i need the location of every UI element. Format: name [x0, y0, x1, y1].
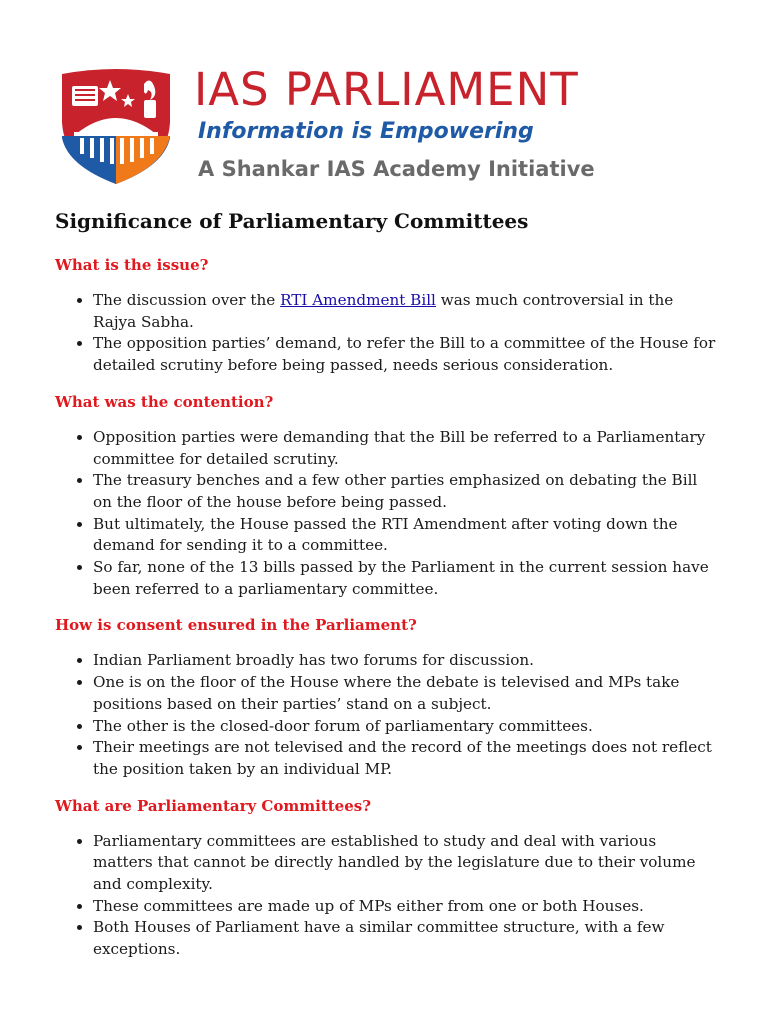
rti-amendment-bill-link[interactable]: RTI Amendment Bill: [280, 291, 436, 309]
list-item: • Parliamentary committees are established to study and deal with various matters that cannot be directly handled by the legislature due to their volume and complexity.: [93, 831, 720, 896]
section-list-consent: [55, 650, 720, 780]
list-item: • One is on the floor of the House where the debate is televised and MPs take positions based on their parties’ stand on a subject.: [93, 672, 720, 715]
section-heading-committees: What are Parliamentary Committees?: [55, 796, 371, 815]
site-header: [58, 62, 718, 186]
article-body: [55, 206, 720, 975]
bullet-text: was much controversial in the Rajya Sabha.: [93, 291, 674, 331]
list-item: • But ultimately, the House passed the RTI Amendment after voting down the demand for sending it to a committee.: [93, 514, 720, 557]
brand-tagline: Information is Empowering: [198, 119, 534, 144]
list-item: • Their meetings are not televised and the record of the meetings does not reflect the position taken by an individual MP.: [93, 737, 720, 780]
section-heading-contention: What was the contention?: [55, 392, 274, 411]
list-item: [93, 290, 720, 333]
section-heading-issue: What is the issue?: [55, 256, 209, 274]
bullet-text: The discussion over the: [93, 291, 281, 309]
section-list-committees: [55, 831, 720, 961]
list-item: • The other is the closed-door forum of parliamentary committees.: [93, 716, 720, 738]
list-item: • These committees are made up of MPs either from one or both Houses.: [93, 896, 720, 918]
section-list-issue: [55, 290, 720, 377]
parliament-shield-icon: [58, 66, 174, 184]
list-item: • Indian Parliament broadly has two forums for discussion.: [93, 650, 720, 672]
brand-name: IAS PARLIAMENT: [194, 63, 579, 116]
list-item: • The opposition parties’ demand, to refer the Bill to a committee of the House for detailed scrutiny before being passed, needs serious consideration.: [93, 333, 720, 376]
list-item: • Opposition parties were demanding that the Bill be referred to a Parliamentary committee for detailed scrutiny.: [93, 427, 720, 470]
section-heading-consent: How is consent ensured in the Parliament?: [55, 616, 417, 635]
article-title: Significance of Parliamentary Committees: [55, 209, 529, 233]
list-item: • Both Houses of Parliament have a similar committee structure, with a few exceptions.: [93, 917, 720, 960]
list-item: • The treasury benches and a few other parties emphasized on debating the Bill on the floor of the house before being passed.: [93, 470, 720, 513]
list-item: • So far, none of the 13 bills passed by the Parliament in the current session have been referred to a parliamentary committee.: [93, 557, 720, 600]
section-list-contention: [55, 427, 720, 601]
brand-initiative: A Shankar IAS Academy Initiative: [198, 157, 595, 181]
